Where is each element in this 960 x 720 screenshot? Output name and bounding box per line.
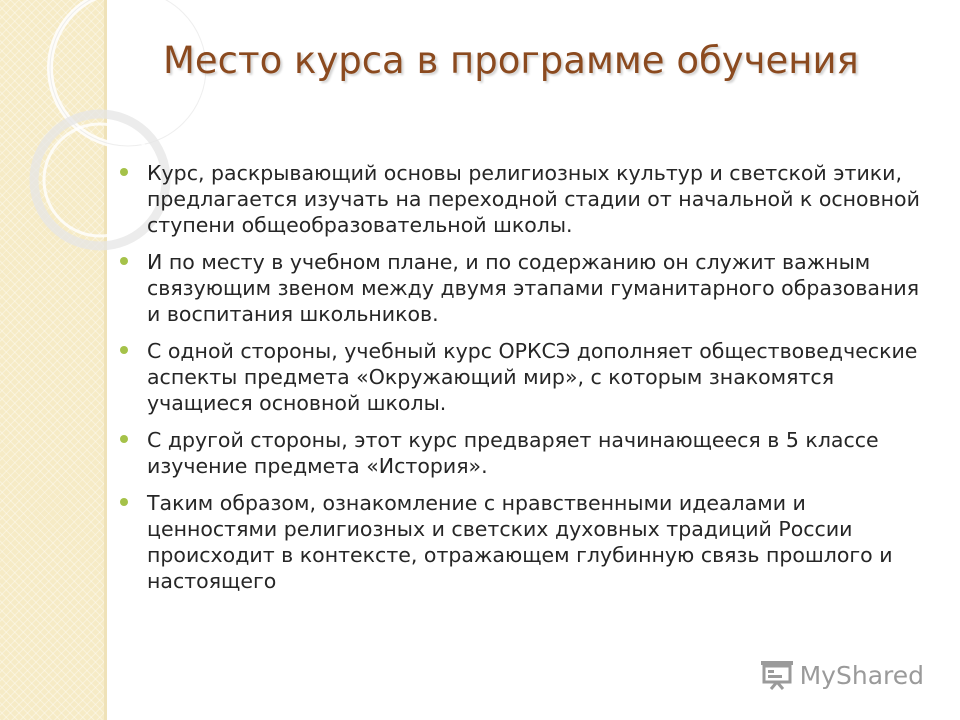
bullet-item [120,490,935,594]
bullet-item [120,427,935,479]
bullet-dot-icon [120,346,128,354]
bullet-text: Курс, раскрывающий основы религиозных культур и светской этики, предлагается изучать на переходной стадии от начальной к основной ступени общеобразовательной школы. [147,161,920,237]
bullet-text: С другой стороны, этот курс предваряет начинающееся в 5 классе изучение предмета «История». [147,428,879,478]
watermark [760,660,924,690]
bullet-text: Таким образом, ознакомление с нравственными идеалами и ценностями религиозных и светских духовных традиций России происходит в контексте, отражающем глубинную связь прошлого и настоящего [147,491,893,593]
bullet-list [120,160,935,605]
presentation-screen-icon [760,660,794,690]
bullet-item [120,338,935,416]
watermark-text: MyShared [799,660,924,690]
bullet-text: И по месту в учебном плане, и по содержанию он служит важным связующим звеном между двумя этапами гуманитарного образования и воспитания школьников. [147,250,920,326]
bullet-item [120,249,935,327]
bullet-text: С одной стороны, учебный курс ОРКСЭ дополняет обществоведческие аспекты предмета «Окружающий мир», с которым знакомятся учащиеся основной школы. [147,339,918,415]
bullet-dot-icon [120,498,128,506]
bullet-dot-icon [120,257,128,265]
bullet-dot-icon [120,435,128,443]
slide-title: Место курса в программе обучения [163,39,859,82]
bullet-dot-icon [120,168,128,176]
bullet-item [120,160,935,238]
